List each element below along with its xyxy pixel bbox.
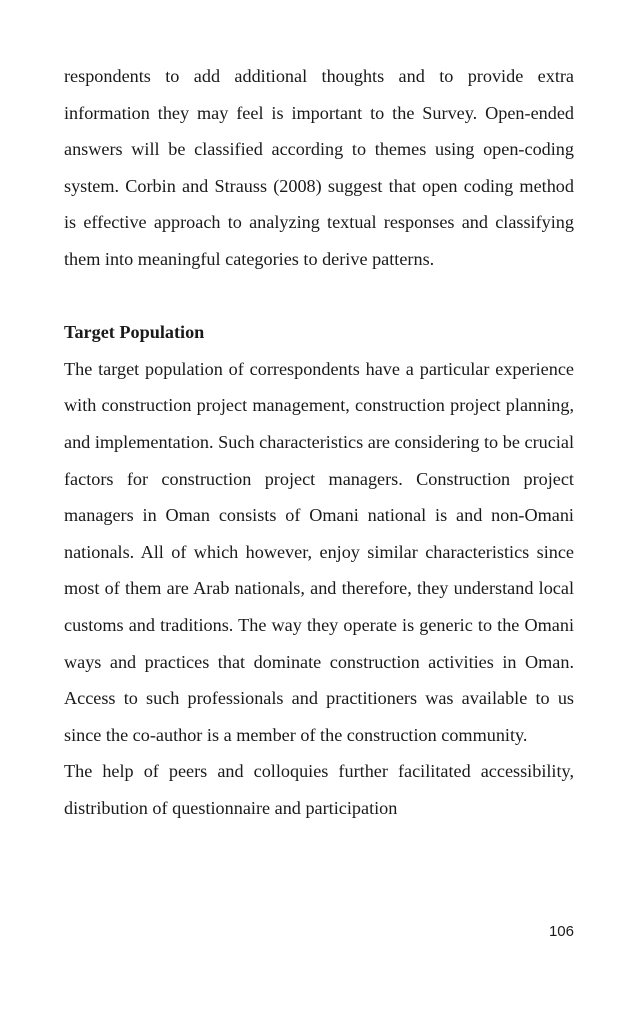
body-paragraph-2: The target population of correspondents have a particular experience with construction project management, construction project planning, and implementation. Such characteristics are considering to be crucial factors for construction project managers. Construction project managers in Oman consists of Omani national is and non-Omani nationals. All of which however, enjoy similar characteristics since most of them are Arab nationals, and therefore, they understand local customs and traditions. The way they operate is generic to the Omani ways and practices that dominate construction activities in Oman. Access to such professionals and practitioners was available to us since the co-author is a member of the construction community. <box>64 358 574 745</box>
body-paragraph-3: The help of peers and colloquies further facilitated accessibility, distribution of questionnaire and participation <box>64 761 574 818</box>
body-paragraph-1: respondents to add additional thoughts and to provide extra information they may feel is important to the Survey. Open-ended answers will be classified according to themes using open-coding system. Corbin and Strauss (2008) suggest that open coding method is effective approach to analyzing textual responses and classifying them into meaningful categories to derive patterns. <box>64 66 574 269</box>
document-page <box>64 58 574 826</box>
page-number: 106 <box>548 923 574 940</box>
section-heading: Target Population <box>64 322 205 343</box>
